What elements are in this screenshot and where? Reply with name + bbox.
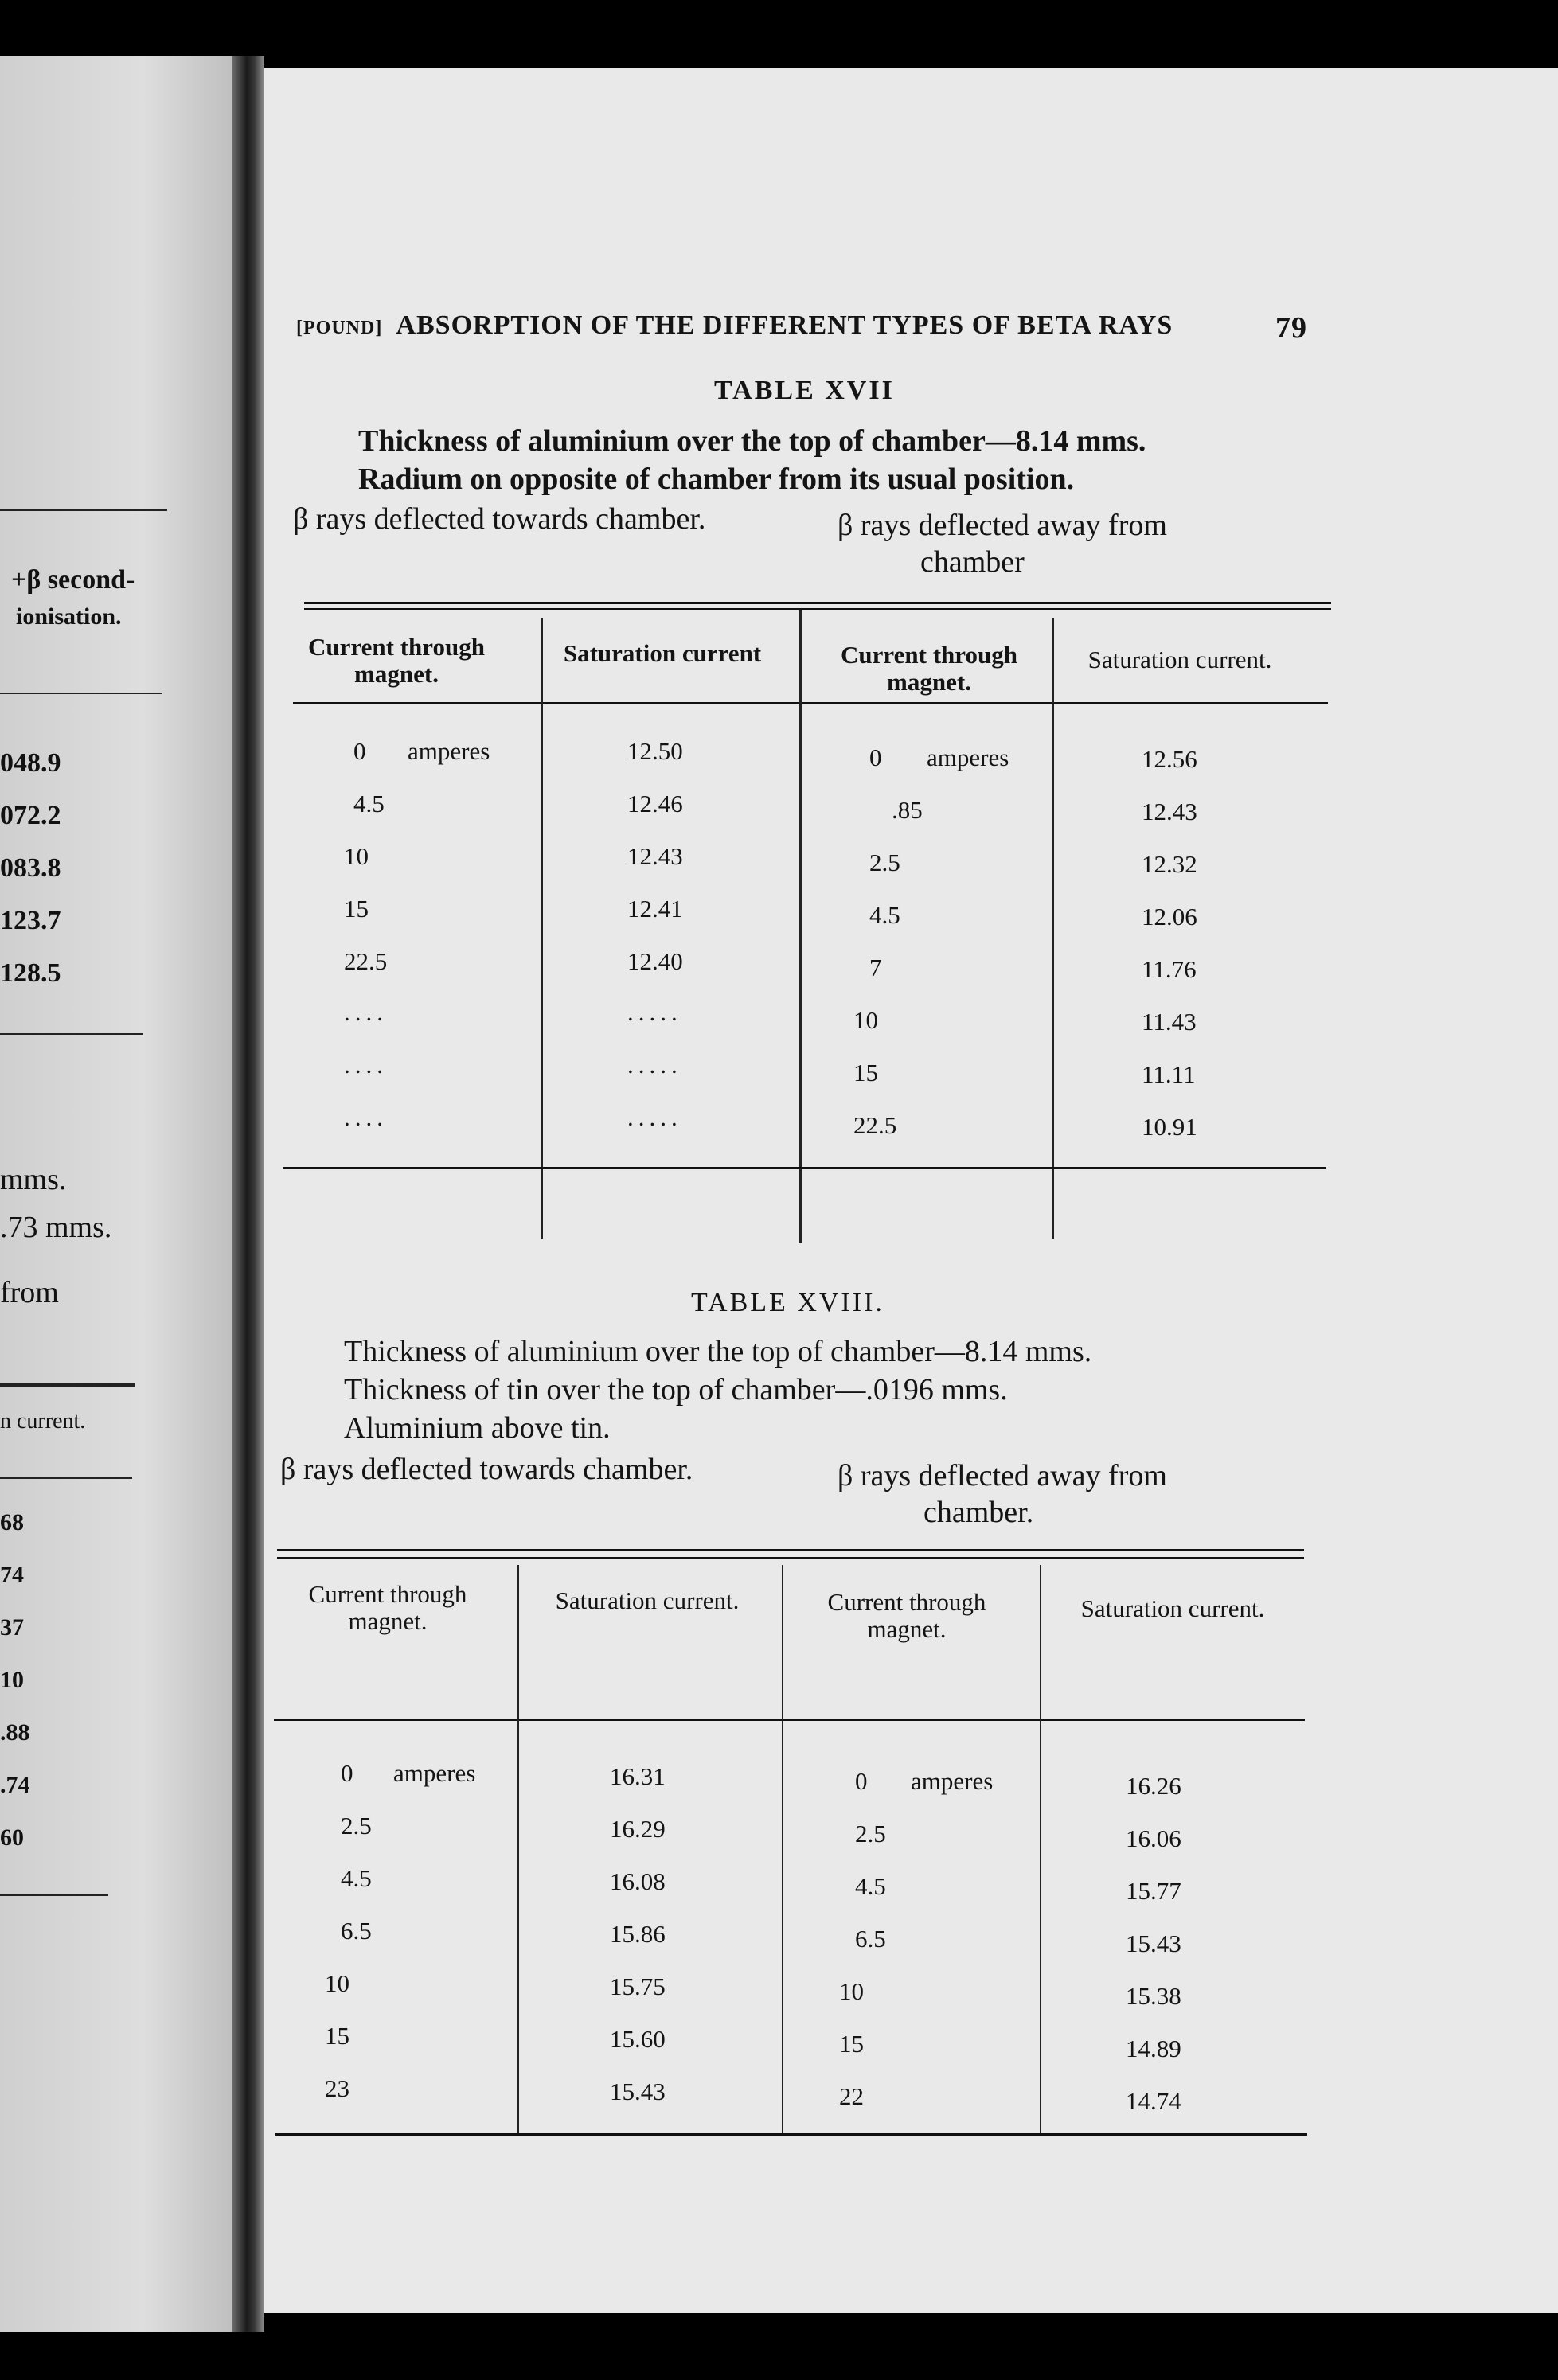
table17-left-saturation: 12.46 bbox=[627, 790, 683, 817]
table18-line1: Thickness of aluminium over the top of chamber—8.14 mms. bbox=[344, 1335, 1092, 1368]
table17-bottom-rule bbox=[283, 1167, 1326, 1169]
table18-divider bbox=[1040, 1565, 1041, 2134]
table18-header-rule bbox=[274, 1719, 1305, 1721]
left-page-value: 048.9 bbox=[0, 748, 61, 778]
table18-right-current: 0 bbox=[855, 1767, 868, 1795]
table18-title: TABLE XVIII. bbox=[691, 1288, 884, 1317]
table18-left-current: 15 bbox=[325, 2022, 349, 2050]
table17-left-current: 22.5 bbox=[344, 947, 388, 975]
table18-left-saturation: 16.31 bbox=[610, 1762, 666, 1790]
table18-left-current: 10 bbox=[325, 1969, 349, 1997]
table17-right-saturation: 10.91 bbox=[1142, 1113, 1197, 1141]
table18-line2: Thickness of tin over the top of chamber—.0196 mms. bbox=[344, 1373, 1008, 1407]
table18-left-current: 23 bbox=[325, 2074, 349, 2102]
table17-left-saturation: 12.43 bbox=[627, 842, 683, 870]
table17-left-unit: amperes bbox=[408, 737, 490, 765]
table17-left-saturation: ..... bbox=[627, 998, 682, 1026]
page-number: 79 bbox=[1275, 311, 1307, 345]
table18-top-rule bbox=[277, 1549, 1304, 1551]
left-page-value: 37 bbox=[0, 1614, 24, 1641]
table17-left-current: 4.5 bbox=[353, 790, 385, 817]
table17-left-current: 15 bbox=[344, 895, 369, 923]
table17-right-current: .85 bbox=[892, 796, 923, 824]
header-title: ABSORPTION OF THE DIFFERENT TYPES OF BETA RAYS bbox=[396, 310, 1173, 340]
table18-line3: Aluminium above tin. bbox=[344, 1411, 611, 1445]
left-page-rule bbox=[0, 693, 162, 694]
table17-right-saturation: 11.43 bbox=[1142, 1008, 1197, 1036]
table18-left-unit: amperes bbox=[393, 1759, 476, 1787]
table18-right-saturation: 15.38 bbox=[1126, 1982, 1181, 2010]
table18-right-current: 22 bbox=[839, 2082, 864, 2110]
table17-top-rule-2 bbox=[304, 608, 1331, 610]
book-gutter bbox=[232, 56, 264, 2332]
left-page-rule bbox=[0, 1894, 108, 1896]
table18-center-divider bbox=[782, 1565, 783, 2134]
left-page-value: 128.5 bbox=[0, 958, 61, 988]
table17-left-current: .... bbox=[344, 1103, 388, 1131]
table17-right-current: 2.5 bbox=[869, 849, 900, 876]
left-page-value: 60 bbox=[0, 1824, 24, 1851]
table18-right-current: 4.5 bbox=[855, 1872, 886, 1900]
table17-right-saturation: 12.32 bbox=[1142, 850, 1197, 878]
table18-left-caption: β rays deflected towards chamber. bbox=[280, 1453, 693, 1486]
table17-left-saturation: ..... bbox=[627, 1051, 682, 1079]
table17-left-current: .... bbox=[344, 1051, 388, 1079]
table18-left-saturation: 16.29 bbox=[610, 1815, 666, 1843]
table18-right-caption-2: chamber. bbox=[923, 1496, 1034, 1529]
table18-right-saturation: 15.43 bbox=[1126, 1929, 1181, 1957]
left-page-value: 072.2 bbox=[0, 801, 61, 830]
table17-right-current: 4.5 bbox=[869, 901, 900, 929]
table18-right-unit: amperes bbox=[911, 1767, 994, 1795]
left-page-header-1: +β second- bbox=[11, 565, 135, 595]
table17-line1: Thickness of aluminium over the top of chamber—8.14 mms. bbox=[358, 424, 1146, 458]
table17-right-saturation: 12.43 bbox=[1142, 798, 1197, 825]
table17-top-rule bbox=[304, 602, 1331, 604]
table17-divider bbox=[541, 618, 543, 1239]
left-page-text: mms. bbox=[0, 1163, 67, 1196]
table17-right-current: 7 bbox=[869, 954, 882, 981]
left-page-header-2: ionisation. bbox=[16, 603, 122, 630]
table17-right-saturation: 11.11 bbox=[1142, 1060, 1196, 1088]
table17-left-saturation: 12.41 bbox=[627, 895, 683, 923]
left-page-value: 083.8 bbox=[0, 853, 61, 883]
table18-right-current: 10 bbox=[839, 1977, 864, 2005]
table17-right-current: 10 bbox=[853, 1006, 878, 1034]
table18-col-current-left: Current through magnet. bbox=[308, 1580, 467, 1635]
table17-left-saturation: 12.40 bbox=[627, 947, 683, 975]
table18-col-saturation-left: Saturation current. bbox=[555, 1586, 740, 1614]
table18-right-saturation: 15.77 bbox=[1126, 1877, 1181, 1905]
table18-right-saturation: 16.26 bbox=[1126, 1772, 1181, 1800]
left-page-value: 10 bbox=[0, 1667, 24, 1693]
table18-bottom-rule bbox=[275, 2133, 1307, 2136]
table17-right-saturation: 11.76 bbox=[1142, 955, 1197, 983]
table18-right-saturation: 14.74 bbox=[1126, 2087, 1181, 2115]
left-page-text: from bbox=[0, 1276, 59, 1309]
table17-right-unit: amperes bbox=[927, 743, 1009, 771]
left-page-value: .88 bbox=[0, 1719, 30, 1746]
table17-line2: Radium on opposite of chamber from its usual position. bbox=[358, 462, 1075, 496]
table17-col-current-right: Current through magnet. bbox=[841, 641, 1017, 696]
table18-right-current: 6.5 bbox=[855, 1925, 886, 1953]
left-page-value: 123.7 bbox=[0, 906, 61, 935]
left-page-value: 74 bbox=[0, 1562, 24, 1588]
table17-left-caption: β rays deflected towards chamber. bbox=[293, 502, 706, 536]
table17-right-caption-1: β rays deflected away from bbox=[838, 509, 1167, 542]
table18-left-current: 0 bbox=[341, 1759, 353, 1787]
left-page-col-header: n current. bbox=[0, 1409, 86, 1434]
left-page-rule bbox=[0, 1477, 132, 1479]
table17-right-saturation: 12.06 bbox=[1142, 903, 1197, 931]
table18-left-saturation: 16.08 bbox=[610, 1867, 666, 1895]
table18-left-saturation: 15.60 bbox=[610, 2025, 666, 2053]
table17-left-current: 0 bbox=[353, 737, 366, 765]
left-page-value: 68 bbox=[0, 1509, 24, 1535]
table18-right-saturation: 16.06 bbox=[1126, 1824, 1181, 1852]
left-page-value: .74 bbox=[0, 1772, 30, 1798]
right-page bbox=[264, 68, 1558, 2313]
left-page-rule bbox=[0, 1033, 143, 1035]
table18-right-caption-1: β rays deflected away from bbox=[838, 1459, 1167, 1492]
table17-left-saturation: 12.50 bbox=[627, 737, 683, 765]
table17-right-caption-2: chamber bbox=[920, 545, 1025, 579]
table17-right-current: 15 bbox=[853, 1059, 878, 1087]
left-page-rule bbox=[0, 1383, 135, 1387]
left-page-fragment bbox=[0, 56, 239, 2332]
table18-left-saturation: 15.86 bbox=[610, 1920, 666, 1948]
table18-right-current: 15 bbox=[839, 2030, 864, 2058]
table18-left-saturation: 15.43 bbox=[610, 2078, 666, 2105]
left-page-text: .73 mms. bbox=[0, 1211, 112, 1244]
table17-right-current: 22.5 bbox=[853, 1111, 897, 1139]
table17-right-current: 0 bbox=[869, 743, 882, 771]
table18-right-saturation: 14.89 bbox=[1126, 2035, 1181, 2062]
table18-left-current: 6.5 bbox=[341, 1917, 372, 1945]
table18-left-current: 4.5 bbox=[341, 1864, 372, 1892]
header-author: [POUND] bbox=[296, 318, 383, 338]
table17-title: TABLE XVII bbox=[714, 376, 895, 405]
table18-col-saturation-right: Saturation current. bbox=[1080, 1594, 1265, 1622]
left-page-rule bbox=[0, 509, 167, 511]
table17-col-saturation-right: Saturation current. bbox=[1087, 646, 1272, 673]
table17-col-saturation-left: Saturation current bbox=[563, 639, 762, 667]
table17-divider bbox=[1052, 618, 1054, 1239]
table18-col-current-right: Current through magnet. bbox=[827, 1588, 986, 1643]
running-head bbox=[296, 310, 1173, 341]
table18-top-rule-2 bbox=[277, 1557, 1304, 1559]
table17-right-saturation: 12.56 bbox=[1142, 745, 1197, 773]
table18-left-current: 2.5 bbox=[341, 1812, 372, 1840]
table18-right-current: 2.5 bbox=[855, 1820, 886, 1847]
table18-left-saturation: 15.75 bbox=[610, 1972, 666, 2000]
table17-left-current: 10 bbox=[344, 842, 369, 870]
table17-center-divider bbox=[799, 610, 802, 1243]
table17-col-current-left: Current through magnet. bbox=[308, 633, 485, 688]
table17-header-rule bbox=[293, 702, 1328, 704]
table17-left-current: .... bbox=[344, 998, 388, 1026]
table18-divider bbox=[517, 1565, 519, 2134]
table17-left-saturation: ..... bbox=[627, 1103, 682, 1131]
